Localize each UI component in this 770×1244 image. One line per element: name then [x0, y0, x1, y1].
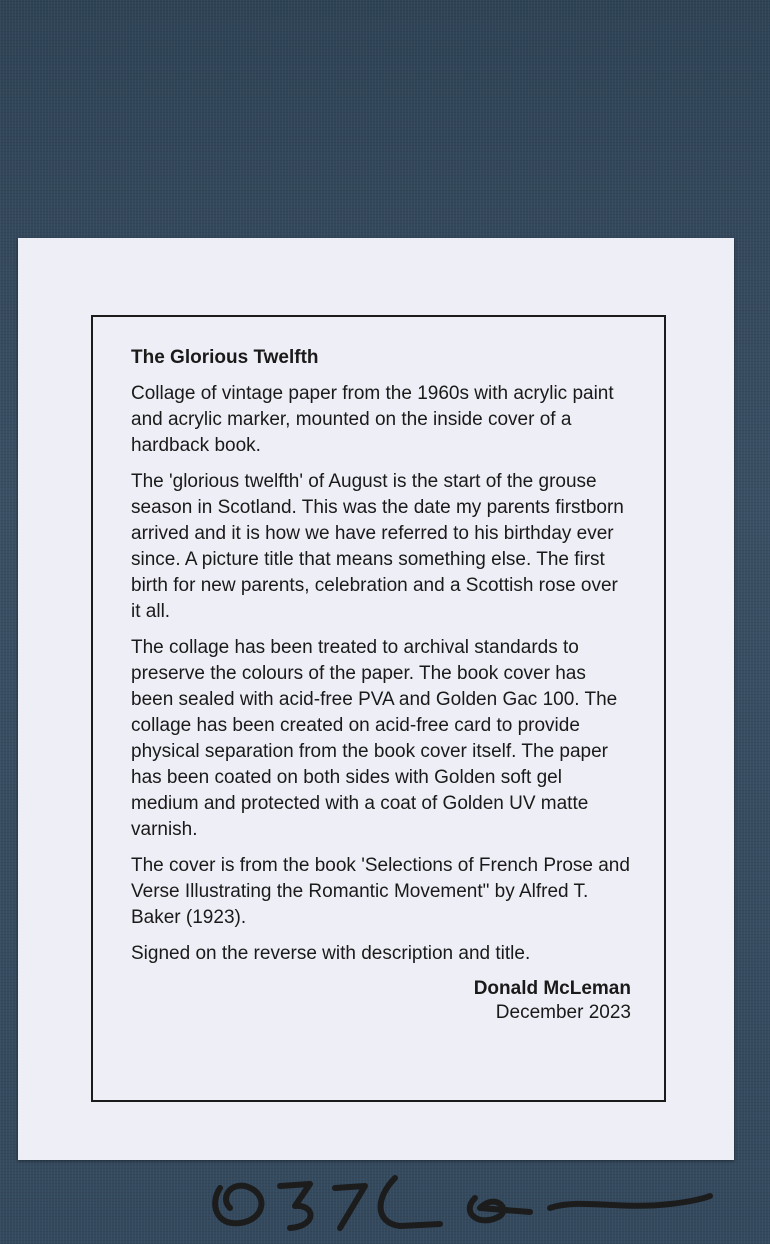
label-paragraph: Signed on the reverse with description and title.	[131, 943, 531, 964]
label-date: December 2023	[495, 1002, 631, 1023]
label-paragraph: Collage of vintage paper from the 1960s with acrylic paint and acrylic marker, mounted on the inside cover of a hardback book.	[131, 383, 614, 456]
label-paragraph: The collage has been treated to archival standards to preserve the colours of the paper. The book cover has been sealed with acid-free PVA and Golden Gac 100. The collage has been created on acid-free card to provide physical separation from the book cover itself. The paper has been coated on both sides with Golden soft gel medium and protected with a coat of Golden UV matte varnish.	[131, 637, 618, 840]
label-paragraph: The 'glorious twelfth' of August is the start of the grouse season in Scotland. This was the date my parents firstborn arrived and it is how we have referred to his birthday ever since. A picture title that means something else. The first birth for new parents, celebration and a Scottish rose over it all.	[131, 471, 624, 622]
label-paragraph: The cover is from the book 'Selections of French Prose and Verse Illustrating the Romantic Movement" by Alfred T. Baker (1923).	[131, 855, 630, 928]
label-content	[131, 347, 631, 1025]
label-frame	[91, 315, 666, 1102]
handwritten-signature	[200, 1168, 720, 1238]
label-sheet	[18, 238, 734, 1160]
label-title: The Glorious Twelfth	[131, 347, 319, 368]
artist-name: Donald McLeman	[473, 978, 631, 999]
